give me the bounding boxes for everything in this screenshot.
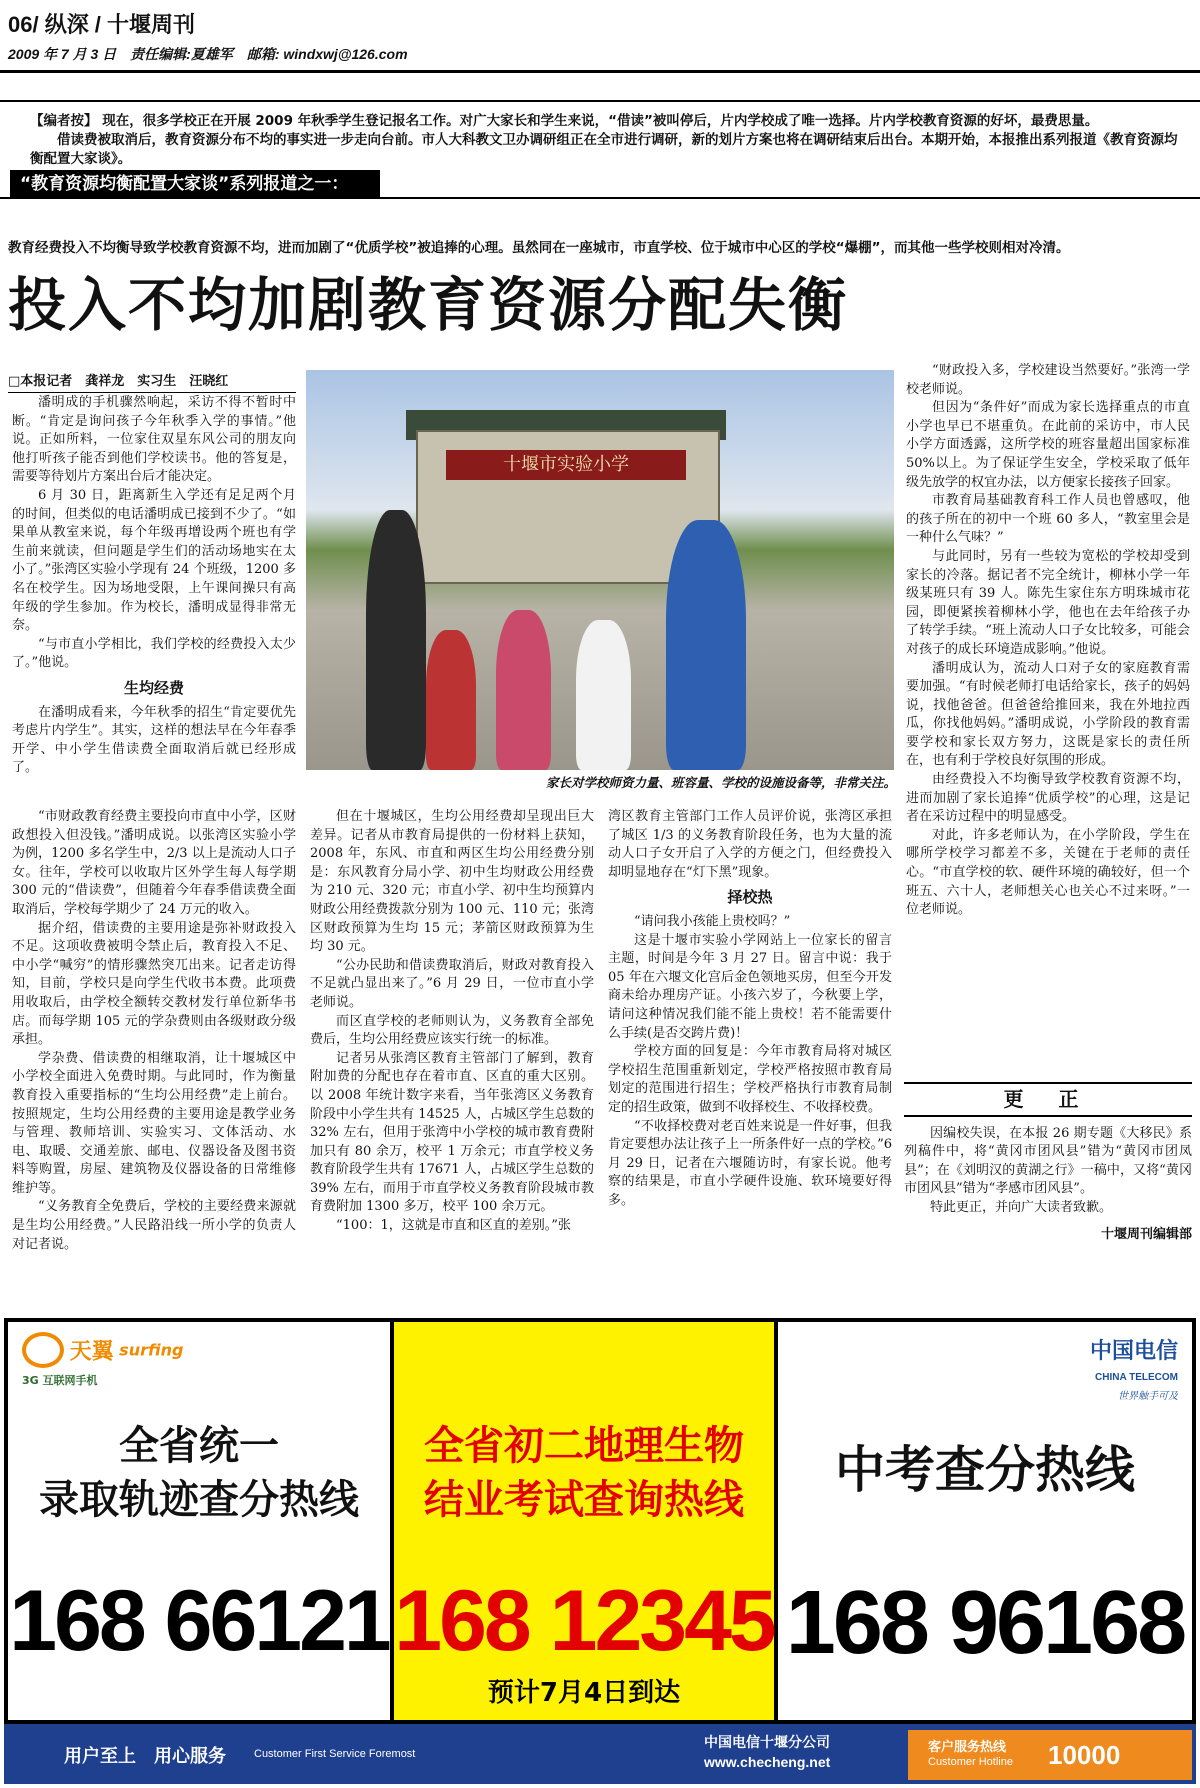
paragraph: “与市直小学相比，我们学校的经费投入太少了。”他说。 [12,636,296,671]
ad1-line1: 全省统一 [119,1423,279,1469]
paragraph: “公办民助和借读费取消后，财政对教育投入不足就凸显出来了。”6 月 29 日，一位市直小学老师说。 [310,957,594,1010]
paragraph: “义务教育全免费后，学校的主要经费来源就是生均公用经费。”人民路沿线一所小学的负责人对记者说。 [12,1199,296,1252]
china-telecom-logo [1090,1334,1178,1403]
article-lead: 教育经费投入不均衡导致学校教育资源不均，进而加剧了“优质学校”被追捧的心理。虽然同在一座城市，市直学校、位于城市中心区的学校“爆棚”，而其他一些学校则相对冷清。 [8,240,1070,256]
child-figure [496,610,551,770]
ad3-line1: 中考查分热线 [835,1441,1135,1499]
article-column-3 [608,808,892,1210]
footer-slogan: 用户至上 用心服务 [64,1746,226,1767]
article-column-4 [906,362,1190,920]
subheading-per-student-funding: 生均经费 [123,678,184,697]
school-gate-photo [306,370,894,770]
hotline-panel [908,1730,1192,1780]
ad2-line1: 全省初二地理生物 [424,1423,744,1469]
header-rule [0,70,1200,73]
ad1-hotline-number: 168 66121 [9,1573,389,1669]
headline: 投入不均加剧教育资源分配失衡 [8,271,849,339]
paragraph: “请问我小孩能上贵校吗？” [634,913,791,929]
series-label: “教育资源均衡配置大家谈”系列报道之一： [10,170,380,198]
subheading-school-choice: 择校热 [727,888,773,907]
article-column-2 [310,808,594,1236]
paragraph: “市财政教育经费主要投向市直中小学，区财政想投入但没钱。”潘明成说。以张湾区实验小学为例，1200 多名学生中，2/3 以上是流动人口子女。往年，学校可以收取片区外学生每人每学期 300 元的“借读费”，但随着今年春季借读费全面取消后，学校每学期少了 24 万元的收入。 [12,809,296,917]
ad3-hotline-number: 168 96168 [785,1573,1185,1673]
parent-figure [666,520,746,770]
article-column-1b [12,808,296,1254]
gate-sign: 十堰市实验小学 [446,450,686,480]
note-rule [0,100,1200,102]
ad-tianyi [8,1322,390,1720]
telecom-slogan: 世界触手可及 [1118,1391,1178,1402]
paragraph: “不收择校费对老百姓来说是一件好事，但我肯定要想办法让孩子上一所条件好一点的学校。”6 月 29 日，记者在六堰随访时，有家长说。他考察的结果是，市直小学硬件设施、软环境要好得多。 [608,1118,892,1208]
photo-caption: 家长对学校师资力量、班容量、学校的设施设备等，非常关注。 [545,775,896,790]
ad2-hotline-number: 168 12345 [394,1573,774,1669]
ad2-line2: 结业考试查询热线 [424,1477,744,1523]
ad-geo-bio-exam [394,1322,774,1720]
article-column-1 [12,394,296,778]
paragraph: 潘明成的手机骤然响起，采访不得不暂时中断。“肯定是询问孩子今年秋季入学的事情。”他说。正如所料，一位家住双星东风公司的朋友向他打听孩子能否到他们学校读书。他的答复是，需要等待划片方案出台后才能决定。 [12,395,296,485]
footer-company: 中国电信十堰分公司 [704,1735,830,1751]
paragraph: 而区直学校的老师则认为，义务教育全部免费后，生均公用经费应该实行统一的标准。 [310,1013,594,1048]
ad-china-telecom [778,1322,1192,1720]
paragraph: 6 月 30 日，距离新生入学还有足足两个月的时间，但类似的电话潘明成已接到不少了。“如果单从教室来说，每个年级再增设两个班也有学生前来就读，但问题是学生们的活动场地实在太小了。”张湾区实验小学现有 24 个班级，1200 多名在校学生。因为场地受限，上午课间操只有高年级的学生参加。作为校长，潘明成显得非常无奈。 [12,487,296,634]
paragraph: 学校方面的回复是：今年市教育局将对城区学校招生范围重新划定，学校严格按照市教育局划定的范围进行招生；学校严格执行市教育局制定的招生政策，做到不收择校生、不收择校费。 [608,1044,892,1115]
paragraph: 但因为“条件好”而成为家长选择重点的市直小学也早已不堪重负。在此前的采访中，市人民小学方面透露，这所学校的班容量超出国家标准 50%以上。为了保证学生安全，学校采取了低年级先放学的权宜办法，以方便家长接孩子回家。 [906,400,1190,490]
ad1-line2: 录取轨迹查分热线 [39,1477,359,1523]
parent-figure [366,510,426,770]
paragraph: “100：1，这就是市直和区直的差别。”张 [336,1218,571,1234]
correction-notice [904,1082,1192,1244]
paragraph: 这是十堰市实验小学网站上一位家长的留言主题，时间是今年 3 月 27 日。留言中说：我于 05 年在六堰文化宫后金色领地买房，但至今开发商未给办理房产证。小孩六岁了，今秋要上学，请问这种情况我们能不能上贵校！若不能需要什么手续(是否交跨片费)！ [608,932,892,1041]
correction-title: 更 正 [904,1082,1192,1117]
paragraph: 学杂费、借读费的相继取消，让十堰城区中小学校全面进入免费时期。与此同时，作为衡量教育投入重要指标的“生均公用经费”走上前台。按照规定，生均公用经费的主要用途是教学业务与管理、教师培训、实验实习、文体活动、水电、取暖、交通差旅、邮电、仪器设备及图书资料等购置，房屋、建筑物及仪器设备的日常维修维护等。 [12,1050,296,1196]
tianyi-brand: 天翼 [69,1339,114,1365]
correction-thanks: 特此更正，并向广大读者致歉。 [930,1199,1113,1215]
paragraph: 湾区教育主管部门工作人员评价说，张湾区承担了城区 1/3 的义务教育阶段任务，也为大量的流动人口子女开启了入学的方便之门，但经费投入却明显地存在“灯下黑”现象。 [608,809,892,880]
correction-body: 因编校失误，在本报 26 期专题《大移民》系列稿件中，将“黄冈市团风县”错为“黄冈市团凤县”；在《刘明汉的黄湖之行》一稿中，又将“黄冈市团风县”错为“孝感市团风县”。 [904,1125,1192,1197]
paragraph: 市教育局基础教育科工作人员也曾感叹，他的孩子所在的初中一个班 60 多人，“教室里会是一种什么气味？” [906,493,1190,546]
hotline-label-en: Customer Hotline [928,1756,1013,1768]
editor-note [30,112,1180,169]
paragraph: 与此同时，另有一些较为宽松的学校却受到家长的冷落。据记者不完全统计，柳林小学一年级某班只有 39 人。陈先生家住东方明珠城市花园，即便紧挨着柳林小学，他也在去年给孩子办了转学手续。“班上流动人口子女比较多，可能会对孩子的成长环境造成影响。”他说。 [906,548,1190,657]
paragraph: 记者另从张湾区教育主管部门了解到，教育附加费的分配也存在着市直、区直的重大区别。以 2008 年统计数字来看，当年张湾区义务教育阶段中小学生共有 14525 人，占城区学生总数的 32% 左右，但用于张湾中小学校的城市教育费附加只有 80 余万，校平 1 万余元；市直学校义务教育阶段学生共有 17671 人，占城区学生总数的 39% 左右，而用于市直学校义务教育阶段城市教育费附加 1300 多万，校平 100 余万元。 [310,1050,594,1215]
tianyi-logo [22,1332,183,1368]
tianyi-swirl-icon [22,1332,64,1368]
correction-sign: 十堰周刊编辑部 [1100,1226,1192,1242]
editor-note-p2: 借读费被取消后，教育资源分布不均的事实进一步走向台前。市人大科教文卫办调研组正在全市进行调研，新的划片方案也将在调研结束后出台。本期开始，本报推出系列报道《教育资源均衡配置大家谈》。 [30,132,1178,167]
hotline-label: 客户服务热线 [928,1740,1007,1755]
footer-slogan-en: Customer First Service Foremost [254,1748,416,1760]
paragraph: 潘明成认为，流动人口对子女的家庭教育需要加强。“有时候老师打电话给家长，孩子的妈妈说，找他爸爸。但爸爸给推回来，我在外地拉西瓜，你找他妈妈。”潘明成说，小学阶段的教育需要学校和家长双方努力，这既是家长的责任所在，也有利于学校良好氛围的形成。 [906,660,1190,769]
child-figure [576,620,631,770]
ad2-note: 预计7月4日到达 [487,1678,681,1708]
telecom-brand-en: CHINA TELECOM [1095,1372,1178,1383]
paragraph: 在潘明成看来，今年秋季的招生“肯定要优先考虑片内学生”。其实，这样的想法早在今年春季开学、中小学生借读费全面取消后就已经形成了。 [12,704,296,776]
paragraph: 但在十堰城区，生均公用经费却呈现出巨大差异。记者从市教育局提供的一份材料上获知，2008 年，东风、市直和两区生均公用经费分别是：东风教育分局小学、初中生均财政公用经费为 210 元、320 元；市直小学、初中生均预算内财政公用经费拨款分别为 100 元、110 元；张湾区财政预算为生均 15 元；茅箭区财政预算为生均 30 元。 [310,809,594,955]
footer-url: www.checheng.net [704,1754,831,1770]
date-editor-line: 2009 年 7 月 3 日 责任编辑:夏雄军 邮箱: windxwj@126.com [8,46,408,62]
paragraph: 据介绍，借读费的主要用途是弥补财政投入不足。这项收费被明令禁止后，教育投入不足、中小学“喊穷”的情形骤然突兀出来。记者走访得知，目前，学校只是向学生代收书本费。此项费用收取后，由学校全额转交教材发行单位新华书店。而每学期 105 元的学杂费则由各级财政分级承担。 [12,920,296,1048]
tianyi-brand-en: surfing [119,1340,184,1360]
child-figure [426,630,476,770]
page-section-label: 06/ 纵深 / 十堰周刊 [8,12,196,37]
telecom-brand: 中国电信 [1089,1339,1178,1364]
editor-note-p1: 【编者按】 现在，很多学校正在开展 2009 年秋季学生登记报名工作。对广大家长和学生来说，“借读”被叫停后，片内学校成了唯一选择。片内学校教育资源的好坏，最费思量。 [30,113,1099,129]
tianyi-tagline: 3G 互联网手机 [22,1374,98,1387]
paragraph: 由经费投入不均衡导致学校教育资源不均，进而加剧了家长追捧“优质学校”的心理，这是记者在采访过程中的明显感受。 [906,772,1190,825]
byline: □本报记者 龚祥龙 实习生 汪晓红 [8,370,296,393]
series-rule [0,197,1200,199]
paragraph: “财政投入多，学校建设当然要好。”张湾一学校老师说。 [906,363,1190,397]
paragraph: 对此，许多老师认为，在小学阶段，学生在哪所学校学习都差不多，关键在于老师的责任心。“市直学校的软、硬件环境的确较好，但一个班五、六十人，老师想关心也关心不过来呀。”一位老师说。 [906,827,1190,918]
hotline-number: 10000 [1048,1740,1121,1770]
